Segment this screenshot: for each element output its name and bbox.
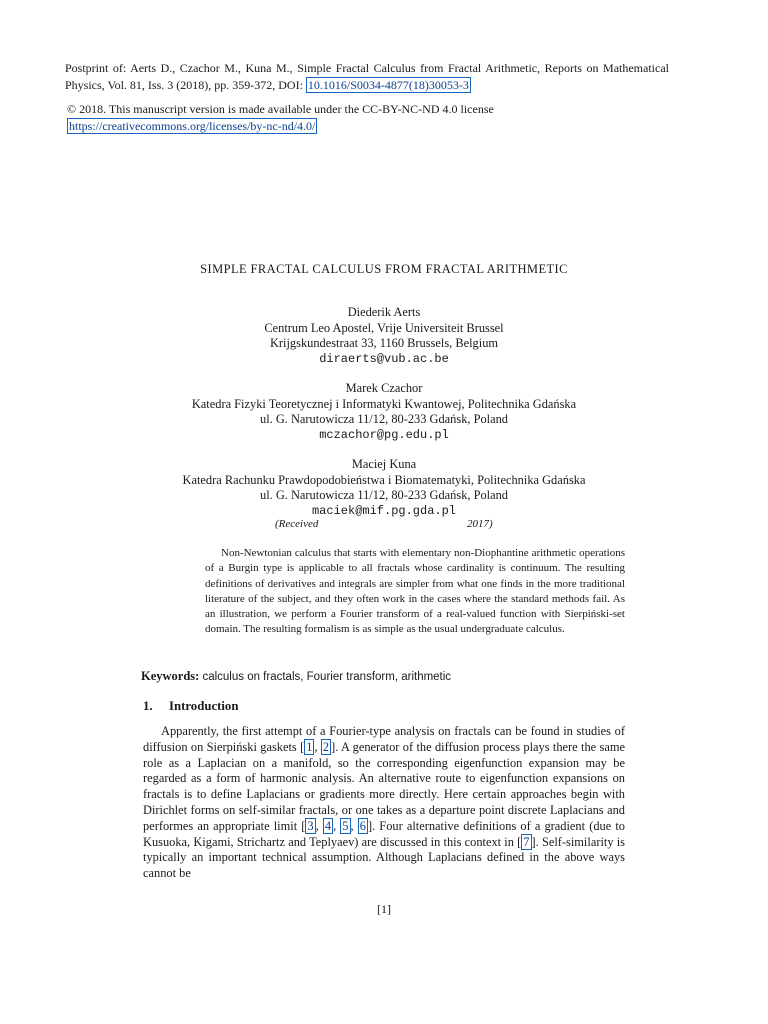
intro-text: . Self-similarity is typically an important technical assumption. Although Laplacians defined in the above ways cannot be bbox=[143, 834, 625, 881]
postprint-text: Postprint of: Aerts D., Czachor M., Kuna M., Simple Fractal Calculus from Fractal Arithmetic, Reports on Mathematical Physics, Vol. 81, Iss. 3 (2018), pp. 359-372, DOI: bbox=[65, 61, 669, 92]
author-name: Diederik Aerts bbox=[347, 305, 421, 319]
author-email: diraerts@vub.ac.be bbox=[319, 351, 449, 366]
section-heading bbox=[143, 699, 238, 714]
postprint-notice bbox=[65, 60, 669, 94]
author-block bbox=[0, 305, 768, 367]
abstract: Non-Newtonian calculus that starts with elementary non-Diophantine arithmetic operations of a Burgin type is applicable to all fractals whose cardinality is continuum. The resulting definitions of derivatives and integrals are simpler from what one finds in the more traditional literature of the subject, and they often work in the cases where the standard methods fail. As an illustration, we perform a Fourier transform of a real-valued function with Sierpiński-set domain. The resulting formalism is as simple as the usual undergraduate calculus. bbox=[205, 547, 625, 636]
received-label: (Received bbox=[275, 518, 319, 530]
author-affiliation: Katedra Fizyki Teoretycznej i Informatyki Kwantowej, Politechnika Gdańska bbox=[191, 396, 577, 411]
citation-link[interactable]: 2 bbox=[322, 739, 330, 754]
author-block bbox=[0, 457, 768, 519]
author-name: Maciej Kuna bbox=[351, 457, 417, 471]
license-notice bbox=[67, 101, 667, 135]
citation-link[interactable]: 7 bbox=[523, 834, 530, 849]
intro-text: . A generator of the diffusion process plays there the same role as a Laplacian on a manifold, so the corresponding eigenfunction expansion may be regarded as a form of harmonic analysis. An alternative route to eigenfunction expansions on fractals is to define Laplacians or gradients more directly. Here certain approaches begin with Dirichlet forms on self-similar fractals, or one takes as a departure point discrete Laplacians and performes an appropriate limit bbox=[143, 739, 625, 833]
author-affiliation: Katedra Rachunku Prawdopodobieństwa i Biomatematyki, Politechnika Gdańska bbox=[182, 472, 586, 487]
citation-link[interactable]: 1 bbox=[306, 739, 313, 754]
author-address: ul. G. Narutowicza 11/12, 80-233 Gdańsk, Poland bbox=[260, 412, 508, 426]
author-address: Krijgskundestraat 33, 1160 Brussels, Belgium bbox=[269, 336, 499, 350]
received-year: 2017) bbox=[467, 518, 493, 530]
author-block bbox=[0, 381, 768, 443]
section-number: 1. bbox=[143, 699, 153, 713]
intro-text: . Four alternative definitions of a gradient (due to Kusuoka, Kigami, Strichartz and Teplyaev) are discussed in this context in bbox=[143, 818, 625, 849]
citation-link[interactable]: 5 bbox=[342, 818, 349, 833]
author-list bbox=[0, 305, 768, 533]
paper-title: SIMPLE FRACTAL CALCULUS FROM FRACTAL ARITHMETIC bbox=[200, 262, 568, 276]
author-address: ul. G. Narutowicza 11/12, 80-233 Gdańsk, Poland bbox=[260, 488, 508, 502]
intro-paragraph: Apparently, the first attempt of a Fourier-type analysis on fractals can be found in studies of diffusion on Sierpiński gaskets [ 1 , 2 ]. A generator of the diffusion process plays there the same role as a Laplacian on a manifold, so the corresponding eigenfunction expansion may be regarded as a form of harmonic analysis. An alternative route to eigenfunction expansions on fractals is to define Laplacians or gradients more directly. Here certain approaches begin with Dirichlet forms on self-similar fractals, or one takes as a departure point discrete Laplacians and performes an appropriate limit [ 3 , 4 , 5 , 6 ]. Four alternative definitions of a gradient (due to Kusuoka, Kigami, Strichartz and Teplyaev) are discussed in this context in [ 7 ]. Self-similarity is typically an important technical assumption. Although Laplacians defined in the above ways cannot be bbox=[143, 724, 625, 881]
license-link[interactable]: https://creativecommons.org/licenses/by-nc-nd/4.0/ bbox=[69, 119, 316, 133]
citation-link[interactable]: 4 bbox=[324, 818, 332, 833]
keywords bbox=[141, 669, 451, 684]
page-number: [1] bbox=[377, 902, 391, 916]
citation-link[interactable]: 3 bbox=[307, 818, 314, 833]
section-title: Introduction bbox=[169, 699, 239, 713]
keywords-text: calculus on fractals, Fourier transform, arithmetic bbox=[202, 671, 452, 683]
author-affiliation: Centrum Leo Apostel, Vrije Universiteit Brussel bbox=[264, 320, 504, 335]
keywords-label: Keywords: bbox=[141, 669, 200, 683]
license-text: © 2018. This manuscript version is made available under the CC-BY-NC-ND 4.0 license bbox=[67, 102, 494, 116]
intro-text: Apparently, the first attempt of a Fourier-type analysis on fractals can be found in studies of diffusion on Sierpiński gaskets bbox=[143, 724, 625, 754]
author-email: maciek@mif.pg.gda.pl bbox=[311, 503, 457, 518]
citation-link[interactable]: 6 bbox=[359, 818, 366, 833]
doi-link[interactable]: 10.1016/S0034-4877(18)30053-3 bbox=[307, 78, 469, 92]
author-email: mczachor@pg.edu.pl bbox=[319, 427, 449, 442]
author-name: Marek Czachor bbox=[345, 381, 423, 395]
